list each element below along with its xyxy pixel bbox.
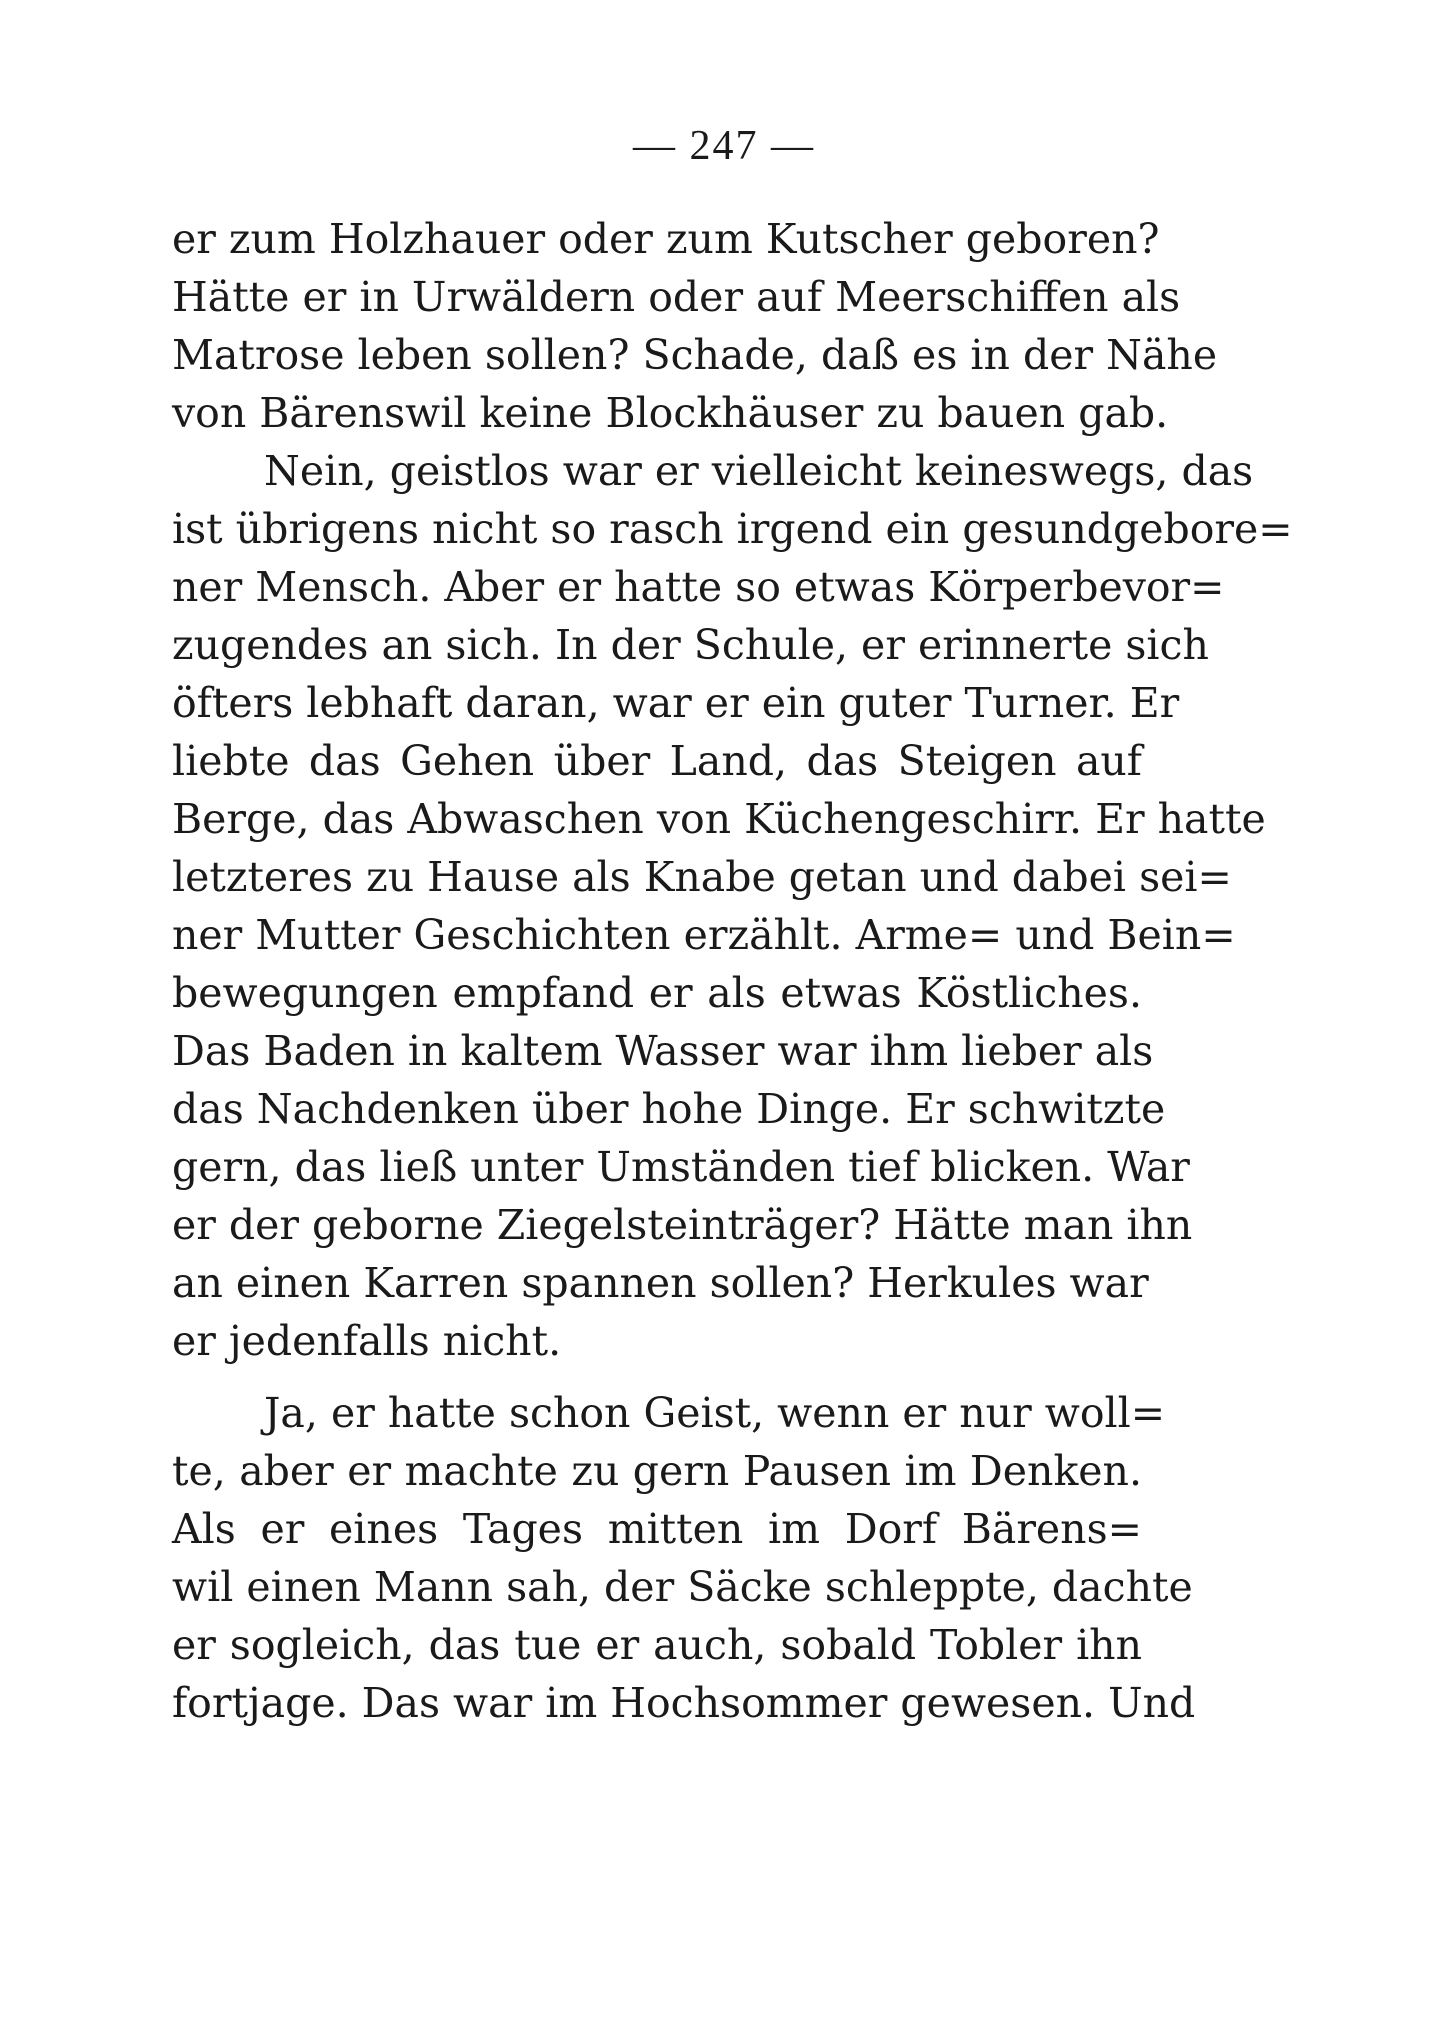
text-line: gern, das ließ unter Umständen tief blicken. War	[172, 1143, 1190, 1191]
text-line: letzteres zu Hause als Knabe getan und dabei sei=	[172, 853, 1232, 901]
text-line: ist übrigens nicht so rasch irgend ein gesundgebore=	[172, 505, 1293, 553]
text-line: bewegungen empfand er als etwas Köstliches.	[172, 969, 1142, 1017]
text-line: liebte das Gehen über Land, das Steigen auf	[172, 737, 1142, 785]
text-line: Als er eines Tages mitten im Dorf Bärens=	[172, 1505, 1142, 1553]
text-line: das Nachdenken über hohe Dinge. Er schwitzte	[172, 1085, 1166, 1133]
text-line: ner Mensch. Aber er hatte so etwas Körperbevor=	[172, 563, 1225, 611]
text-line: Das Baden in kaltem Wasser war ihm lieber als	[172, 1027, 1154, 1075]
text-line: er sogleich, das tue er auch, sobald Tobler ihn	[172, 1621, 1142, 1669]
text-line: er jedenfalls nicht.	[172, 1317, 562, 1365]
text-line: Matrose leben sollen? Schade, daß es in der Nähe	[172, 331, 1218, 379]
text-line: te, aber er machte zu gern Pausen im Denken.	[172, 1447, 1142, 1495]
text-line: zugendes an sich. In der Schule, er erinnerte sich	[172, 621, 1209, 669]
text-line: wil einen Mann sah, der Säcke schleppte, dachte	[172, 1563, 1193, 1611]
text-line: er der geborne Ziegelsteinträger? Hätte man ihn	[172, 1201, 1193, 1249]
text-line: von Bärenswil keine Blockhäuser zu bauen gab.	[172, 389, 1169, 437]
text-line: er zum Holzhauer oder zum Kutscher geboren?	[172, 215, 1160, 263]
text-line: an einen Karren spannen sollen? Herkules war	[172, 1259, 1149, 1307]
text-line: öfters lebhaft daran, war er ein guter Turner. Er	[172, 679, 1180, 727]
text-line: Hätte er in Urwäldern oder auf Meerschiffen als	[172, 273, 1181, 321]
text-line: Nein, geistlos war er vielleicht keineswegs, das	[264, 447, 1254, 495]
text-line: ner Mutter Geschichten erzählt. Arme= und Bein=	[172, 911, 1236, 959]
page-number: — 247 —	[633, 123, 815, 169]
text-line: Ja, er hatte schon Geist, wenn er nur woll=	[264, 1389, 1166, 1437]
paragraph-gap	[172, 1370, 1142, 1384]
text-line: fortjage. Das war im Hochsommer gewesen. Und	[172, 1679, 1196, 1727]
text-line: Berge, das Abwaschen von Küchengeschirr. Er hatte	[172, 795, 1266, 843]
body-text	[172, 210, 1293, 1732]
